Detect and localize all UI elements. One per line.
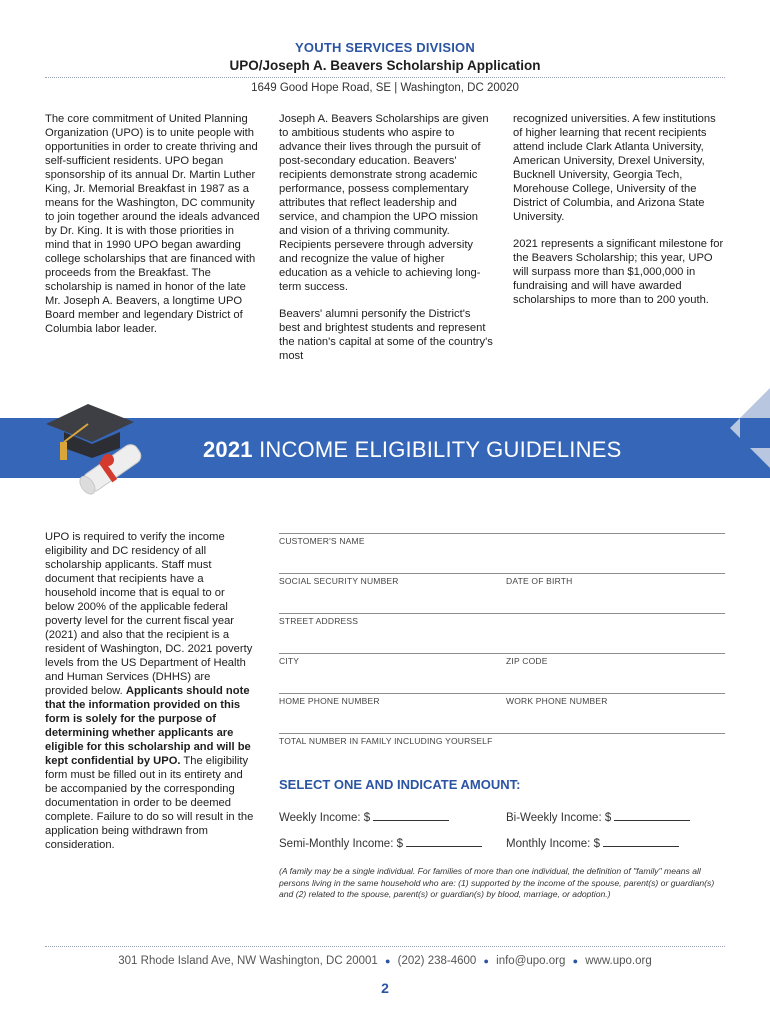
intro-column-3 xyxy=(513,112,725,320)
family-definition-note: (A family may be a single individual. For families of more than one individual, the definition of "family" means all persons living in the same household who are: (1) supported by the income of the spouse, parent(s) or guardian(s) and (2) related to the spouse, parent(s) or guardian(s) by blood, marriage, or adoption.) xyxy=(279,866,715,899)
division-address: 1649 Good Hope Road, SE | Washington, DC 20020 xyxy=(251,82,519,94)
intro-column-2 xyxy=(279,112,494,376)
monthly-income-option[interactable] xyxy=(506,837,679,850)
division-title: YOUTH SERVICES DIVISION xyxy=(295,40,475,55)
intro-paragraph: Beavers' alumni personify the District's best and brightest students and represent the nation's capital at some of the country's most xyxy=(279,308,493,362)
bullet-icon: ● xyxy=(483,956,489,966)
monthly-income-input[interactable] xyxy=(603,837,679,847)
intro-paragraph: Joseph A. Beavers Scholarships are given to ambitious students who aspire to advance their lives through the pursuit of post-secondary education. Beavers' recipients demonstrate strong academic performance, possess complementary attributes that reflect leadership and service, and champion the UPO mission and vision of a thriving community. Recipients persevere through adversity and recognize the value of higher education as a vehicle to achieving long-term success. xyxy=(279,113,489,293)
page-number: 2 xyxy=(381,980,389,996)
intro-paragraph: The core commitment of United Planning Organization (UPO) is to unite people with opportunities in order to create thriving and self-sufficient residents. UPO began sponsorship of its annual Dr. Martin Luther King, Jr. Memorial Breakfast in 1987 as a means for the Washington, DC community to join together around the ideals advanced by Dr. King. It is with those priorities in mind that in 1990 UPO began awarding college scholarships that are financed with proceeds from the Breakfast. The scholarship is named in honor of the late Mr. Joseph A. Beavers, a longtime UPO Board member and legendary District of Columbia labor leader. xyxy=(45,113,260,335)
bullet-icon: ● xyxy=(385,956,391,966)
page-footer xyxy=(0,955,770,967)
intro-column-1 xyxy=(45,112,260,349)
guidelines-title xyxy=(203,437,621,463)
weekly-income-option[interactable] xyxy=(279,811,449,824)
notice-bold-text: Applicants should note that the information provided on this form is solely for the purpose of determining whether applicants are eligible for this scholarship and will be kept confidential by UPO. xyxy=(45,685,251,767)
dob-label: DATE OF BIRTH xyxy=(506,576,573,586)
guidelines-heading: INCOME ELIGIBILITY GUIDELINES xyxy=(259,437,622,462)
footer-phone: (202) 238-4600 xyxy=(397,955,477,967)
customer-name-label: CUSTOMER'S NAME xyxy=(279,536,365,546)
city-label: CITY xyxy=(279,656,300,666)
semimonthly-income-option[interactable] xyxy=(279,837,482,850)
notice-text: The eligibility form must be filled out in its entirety and be accompanied by the corresponding documentation in order to be deemed complete. Failure to do so will result in the application being withdrawn from consideration. xyxy=(45,755,254,851)
weekly-income-input[interactable] xyxy=(373,811,449,821)
header-divider xyxy=(45,77,725,78)
zip-label: ZIP CODE xyxy=(506,656,548,666)
biweekly-income-input[interactable] xyxy=(614,811,690,821)
home-phone-field[interactable] xyxy=(279,693,725,694)
page-header xyxy=(0,40,770,73)
footer-email[interactable]: info@upo.org xyxy=(496,955,566,967)
city-field[interactable] xyxy=(279,653,725,654)
home-phone-label: HOME PHONE NUMBER xyxy=(279,696,380,706)
weekly-income-label: Weekly Income: $ xyxy=(279,812,371,824)
street-address-label: STREET ADDRESS xyxy=(279,616,359,626)
footer-address: 301 Rhode Island Ave, NW Washington, DC 20001 xyxy=(118,955,378,967)
ssn-field[interactable] xyxy=(279,573,725,574)
ssn-label: SOCIAL SECURITY NUMBER xyxy=(279,576,399,586)
semimonthly-income-label: Semi-Monthly Income: $ xyxy=(279,838,403,850)
family-total-label: TOTAL NUMBER IN FAMILY INCLUDING YOURSELF xyxy=(279,736,493,746)
family-total-field[interactable] xyxy=(279,733,725,734)
biweekly-income-option[interactable] xyxy=(506,811,690,824)
banner-corner-triangle xyxy=(730,388,770,468)
graduation-cap-icon xyxy=(42,398,152,503)
eligibility-notice xyxy=(45,530,255,852)
intro-paragraph: 2021 represents a significant milestone for the Beavers Scholarship; this year, UPO will surpass more than $1,000,000 in fundraising and will have awarded scholarships to more than to 200 youth. xyxy=(513,238,724,306)
semimonthly-income-input[interactable] xyxy=(406,837,482,847)
monthly-income-label: Monthly Income: $ xyxy=(506,838,600,850)
notice-text: UPO is required to verify the income eligibility and DC residency of all scholarship applicants. Staff must document that recipients have a household income that is equal to or below 200% of the applicable federal poverty level for the current fiscal year (2021) and also that the recipient is a resident of Washington, DC. 2021 poverty levels from the US Department of Health and Human Services (DHHS) are provided below. xyxy=(45,531,253,697)
application-title: UPO/Joseph A. Beavers Scholarship Application xyxy=(229,58,541,73)
intro-paragraph: recognized universities. A few institutions of higher learning that recent recipients attend include Clark Atlanta University, American University, Drexel University, Bucknell University, Georgia Tech, Morehouse College, University of the District of Columbia, and Arizona State University. xyxy=(513,113,716,223)
income-select-heading: SELECT ONE AND INDICATE AMOUNT: xyxy=(279,777,521,792)
footer-divider xyxy=(45,946,725,947)
footer-website[interactable]: www.upo.org xyxy=(585,955,652,967)
bullet-icon: ● xyxy=(572,956,579,966)
work-phone-label: WORK PHONE NUMBER xyxy=(506,696,608,706)
customer-name-field[interactable] xyxy=(279,533,725,534)
guidelines-year: 2021 xyxy=(203,437,253,462)
street-address-field[interactable] xyxy=(279,613,725,614)
biweekly-income-label: Bi-Weekly Income: $ xyxy=(506,812,612,824)
